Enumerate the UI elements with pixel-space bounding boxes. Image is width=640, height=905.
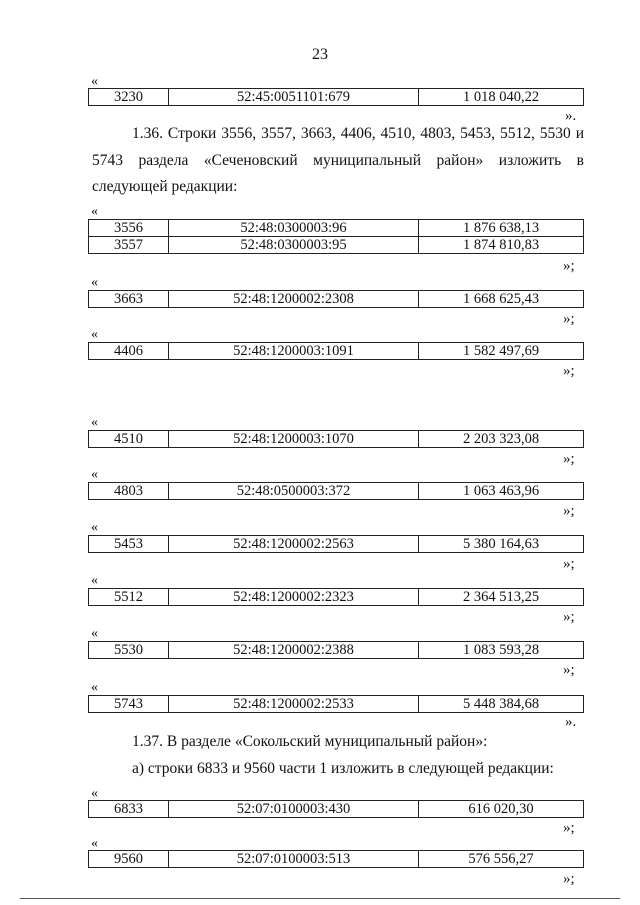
row-number: 5453 bbox=[89, 536, 169, 553]
open-quote: « bbox=[91, 786, 98, 801]
open-quote: « bbox=[91, 74, 98, 89]
table-row bbox=[89, 220, 584, 237]
cadastral-value: 616 020,30 bbox=[419, 801, 584, 818]
table-row bbox=[89, 237, 584, 254]
table-row bbox=[88, 88, 584, 106]
row-number: 4510 bbox=[89, 431, 169, 448]
close-quote: »; bbox=[563, 662, 575, 678]
row-number: 4803 bbox=[89, 483, 169, 500]
cadastral-value: 1 874 810,83 bbox=[419, 237, 584, 254]
cadastral-value: 1 063 463,96 bbox=[419, 483, 584, 500]
cadastral-number: 52:07:0100003:430 bbox=[169, 801, 419, 818]
cadastral-number: 52:48:1200002:2533 bbox=[169, 696, 419, 713]
row-number: 9560 bbox=[89, 851, 169, 868]
cadastral-value: 1 582 497,69 bbox=[419, 343, 584, 360]
open-quote: « bbox=[91, 327, 98, 342]
open-quote: « bbox=[91, 275, 98, 290]
close-quote: ». bbox=[565, 108, 577, 124]
open-quote: « bbox=[91, 204, 98, 219]
table-row bbox=[88, 535, 584, 553]
cadastral-value: 5 380 164,63 bbox=[419, 536, 584, 553]
close-quote: ». bbox=[565, 714, 577, 730]
cadastral-value: 1 083 593,28 bbox=[419, 642, 584, 659]
close-quote: »; bbox=[563, 556, 575, 572]
cadastral-number: 52:48:1200002:2388 bbox=[169, 642, 419, 659]
close-quote: »; bbox=[563, 820, 575, 836]
page-number: 23 bbox=[312, 46, 328, 63]
cadastral-value: 1 668 625,43 bbox=[419, 291, 584, 308]
cadastral-value: 1 876 638,13 bbox=[419, 220, 584, 237]
table-row bbox=[88, 290, 584, 308]
table-row bbox=[88, 342, 584, 360]
cadastral-number: 52:48:0500003:372 bbox=[169, 483, 419, 500]
table-row bbox=[88, 695, 584, 713]
row-number: 4406 bbox=[89, 343, 169, 360]
table-row bbox=[88, 588, 584, 606]
table-row bbox=[88, 482, 584, 500]
paragraph-1-36-line3: следующей редакции: bbox=[92, 178, 238, 195]
row-number: 5743 bbox=[89, 696, 169, 713]
close-quote: »; bbox=[563, 609, 575, 625]
table-row bbox=[88, 850, 584, 868]
row-number: 5512 bbox=[89, 589, 169, 606]
cadastral-value: 1 018 040,22 bbox=[419, 89, 584, 106]
close-quote: »; bbox=[563, 871, 575, 887]
cadastral-value: 576 556,27 bbox=[419, 851, 584, 868]
open-quote: « bbox=[91, 520, 98, 535]
cadastral-value: 2 364 513,25 bbox=[419, 589, 584, 606]
row-number: 3230 bbox=[89, 89, 169, 106]
open-quote: « bbox=[91, 680, 98, 695]
cadastral-number: 52:07:0100003:513 bbox=[169, 851, 419, 868]
row-number: 3557 bbox=[89, 237, 169, 254]
cadastral-number: 52:48:1200002:2323 bbox=[169, 589, 419, 606]
open-quote: « bbox=[91, 836, 98, 851]
cadastral-number: 52:48:0300003:95 bbox=[169, 237, 419, 254]
row-number: 3556 bbox=[89, 220, 169, 237]
cadastral-number: 52:48:0300003:96 bbox=[169, 220, 419, 237]
open-quote: « bbox=[91, 573, 98, 588]
cadastral-number: 52:48:1200003:1070 bbox=[169, 431, 419, 448]
open-quote: « bbox=[91, 415, 98, 430]
open-quote: « bbox=[91, 626, 98, 641]
row-number: 3663 bbox=[89, 291, 169, 308]
paragraph-1-37-a: а) строки 6833 и 9560 части 1 изложить в следующей редакции: bbox=[132, 760, 554, 777]
cadastral-number: 52:48:1200002:2563 bbox=[169, 536, 419, 553]
page-bottom-edge bbox=[20, 898, 620, 899]
row-number: 5530 bbox=[89, 642, 169, 659]
paragraph-1-37: 1.37. В разделе «Сокольский муниципальный район»: bbox=[132, 733, 488, 750]
cadastral-number: 52:48:1200003:1091 bbox=[169, 343, 419, 360]
table-row bbox=[88, 641, 584, 659]
paragraph-1-36-line1: 1.36. Строки 3556, 3557, 3663, 4406, 4510, 4803, 5453, 5512, 5530 и bbox=[132, 125, 584, 142]
table-row bbox=[88, 430, 584, 448]
close-quote: »; bbox=[563, 258, 575, 274]
table-block bbox=[88, 219, 584, 254]
table-row bbox=[88, 800, 584, 818]
cadastral-value: 5 448 384,68 bbox=[419, 696, 584, 713]
cadastral-number: 52:45:0051101:679 bbox=[169, 89, 419, 106]
cadastral-value: 2 203 323,08 bbox=[419, 431, 584, 448]
close-quote: »; bbox=[563, 503, 575, 519]
cadastral-number: 52:48:1200002:2308 bbox=[169, 291, 419, 308]
open-quote: « bbox=[91, 467, 98, 482]
row-number: 6833 bbox=[89, 801, 169, 818]
paragraph-1-36-line2: 5743 раздела «Сеченовский муниципальный район» изложить в bbox=[92, 152, 584, 169]
close-quote: »; bbox=[563, 311, 575, 327]
close-quote: »; bbox=[563, 451, 575, 467]
close-quote: »; bbox=[563, 363, 575, 379]
